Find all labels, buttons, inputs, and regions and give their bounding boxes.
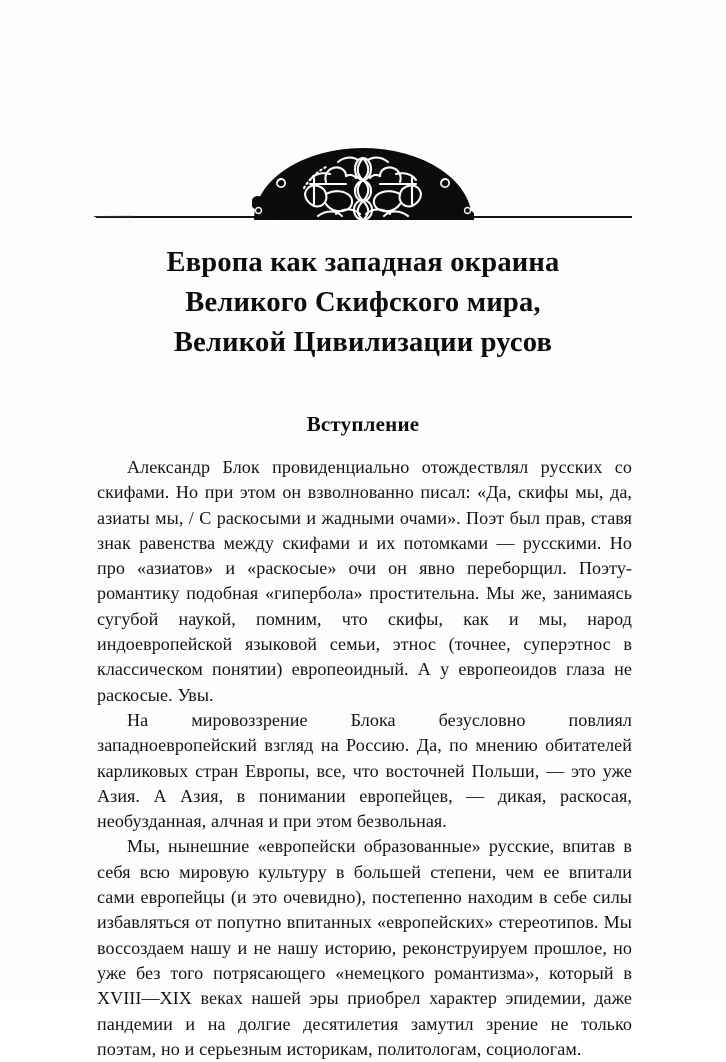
paragraph: На мировоззрение Блока безусловно повлиял западноевропейский взгляд на Россию. Да, по мнению обитателей карликовых стран Европы, все, что восточней Польши, — это уже Азия. А Азия, в понимании европейцев, — дикая, раскосая, необузданная, алчная и при этом безвольная.	[97, 709, 632, 832]
page-title	[0, 243, 726, 363]
title-line-1: Европа как западная окраина	[166, 247, 560, 278]
title-line-2: Великого Скифского мира,	[185, 287, 541, 318]
paragraph: Мы, нынешние «европейски образованные» русские, впитав в себя всю мировую культуру в большей степени, чем ее впитали сами европейцы (и это очевидно), постепенно находим в себе силы избавляться от попутно впитанных «европейских» стереотипов. Мы воссоздаем нашу и не нашу историю, реконструируем прошлое, но уже без того потрясающего «немецкого романтизма», который в XVIII—XIX веках нашей эры приобрел характер эпидемии, даже пандемии и на долгие десятилетия замутил зрение не только поэтам, но и серьезным историкам, политологам, социологам.	[97, 836, 632, 1059]
section-heading: Вступление	[306, 412, 420, 436]
ornament-header-band	[0, 120, 726, 225]
celtic-knotwork-arch-icon	[252, 144, 474, 220]
title-line-3: Великой Цивилизации русов	[173, 327, 553, 358]
paragraph: Александр Блок провиденциально отождествлял русских со скифами. Но при этом он взволнованно писал: «Да, скифы мы, да, азиаты мы, / С раскосыми и жадными очами». Поэт был прав, ставя знак равенства между скифами и их потомками — русскими. Но про «азиатов» и «раскосые» очи он явно переборщил. Поэту-романтику подобная «гипербола» простительна. Мы же, занимаясь сугубой наукой, помним, что скифы, как и мы, народ индоевропейской языковой семьи, этнос (точнее, суперэтнос в классическом понятии) европеоидный. А у европеоидов глаза не раскосые. Увы.	[97, 457, 632, 705]
body-text	[97, 455, 632, 1062]
